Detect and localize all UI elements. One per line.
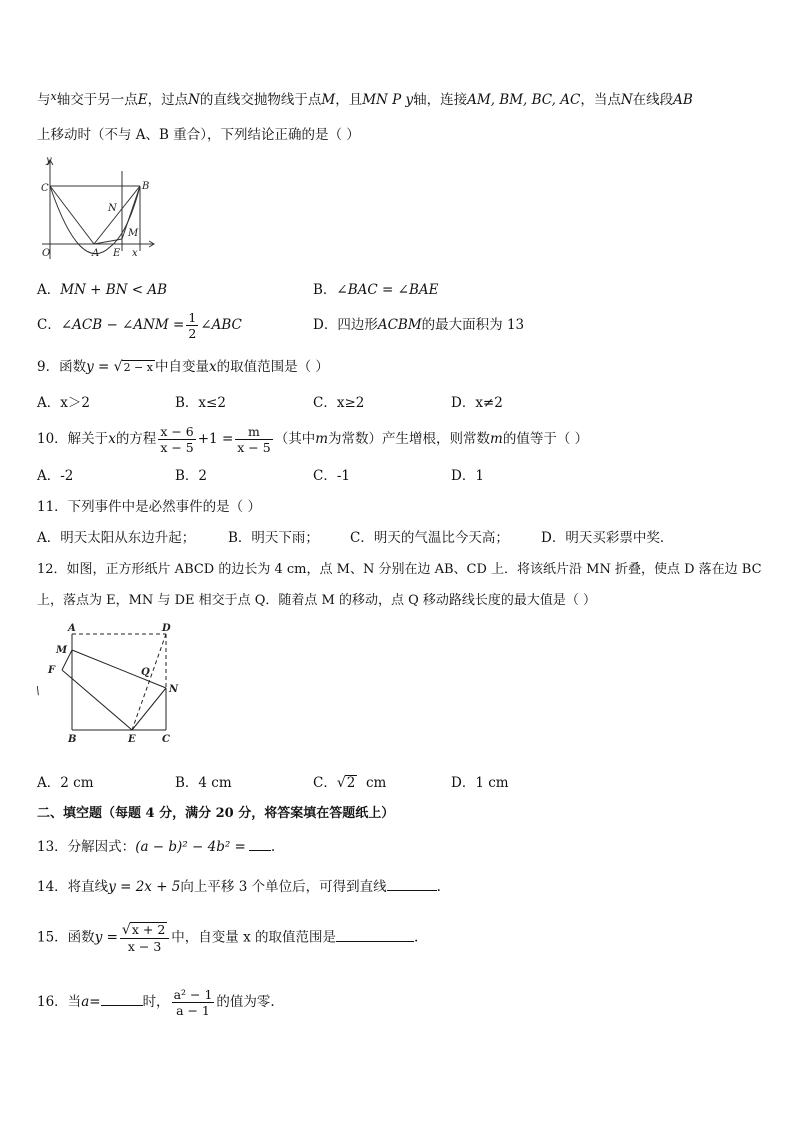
q8-label-b: B <box>142 181 150 192</box>
q11-stem: 11．下列事件中是必然事件的是（ ） <box>37 499 261 515</box>
q12-segment-de <box>132 634 166 730</box>
q14-stem: 14．将直线y = 2x + 5向上平移 3 个单位后，可得到直线 . <box>37 879 441 895</box>
q8-option-c: C．∠ACB − ∠ANM = $\frac{1}{2}$ ∠ABC <box>37 310 242 341</box>
q8-parabola-figure <box>40 155 160 267</box>
q12-label-d: D <box>162 623 171 634</box>
q9-option-b: B．x≤2 <box>175 395 226 411</box>
q12-stray-mark: \ <box>36 684 40 697</box>
q15-stem: 15．函数y = $\frac{√x + 2}{x - 3}$ 中，自变量 x 的取值范围是 . <box>37 922 419 954</box>
q8-stem-line1: 与$^x$轴交于另一点E，过点N的直线交抛物线于点M，且MN P y轴，连接AM, BM, BC, AC，当点N在线段AB <box>37 90 693 108</box>
q8-label-n: N <box>108 203 117 214</box>
q9-option-d: D．x≠2 <box>451 395 503 411</box>
q10-option-c: C．-1 <box>313 468 350 484</box>
q12-square-figure <box>34 620 194 746</box>
q12-stem-line2: 上，落点为 E，MN 与 DE 相交于点 Q．随着点 M 的移动，点 Q 移动路线长度的最大值是（ ） <box>37 593 597 608</box>
q13-answer-blank <box>249 837 271 851</box>
q8-label-o: O <box>42 248 51 259</box>
q9-option-c: C．x≥2 <box>313 395 365 411</box>
q12-option-c: C．√2 cm <box>313 775 387 791</box>
section2-heading: 二、填空题（每题 4 分，满分 20 分，将答案填在答题纸上） <box>37 806 395 821</box>
q12-segment-mn <box>72 650 166 688</box>
q8-label-c: C <box>41 183 49 194</box>
q12-label-q: Q <box>141 667 150 678</box>
q8-label-x: x <box>132 248 138 259</box>
q12-label-c: C <box>162 734 170 745</box>
q11-option-c: C．明天的气温比今天高； <box>350 530 509 546</box>
q12-label-e: E <box>128 734 136 745</box>
q12-stem-line1: 12．如图，正方形纸片 ABCD 的边长为 4 cm，点 M、N 分别在边 AB、CD 上．将该纸片沿 MN 折叠，使点 D 落在边 BC <box>37 562 762 577</box>
q12-option-a: A．2 cm <box>37 775 94 791</box>
q12-label-a: A <box>68 623 76 634</box>
q14-answer-blank <box>387 877 437 891</box>
q8-label-y: y <box>46 155 52 166</box>
q10-option-b: B．2 <box>175 468 208 484</box>
q8-option-a: A．MN + BN < AB <box>37 282 168 298</box>
q9-option-a: A．x＞2 <box>37 395 90 411</box>
q16-answer-blank <box>101 992 143 1006</box>
q9-stem: 9．函数y = √2 − x 中自变量x的取值范围是（ ） <box>37 359 329 375</box>
q11-option-b: B．明天下雨； <box>228 530 319 546</box>
q8-option-d: D．四边形ACBM的最大面积为 13 <box>313 317 525 333</box>
q8-stem-line2: 上移动时（不与 A、B 重合），下列结论正确的是（ ） <box>37 127 360 143</box>
q13-stem: 13．分解因式：(a − b)² − 4b² = . <box>37 839 276 855</box>
q8-option-b: B．∠BAC = ∠BAE <box>313 282 439 298</box>
q11-option-a: A．明天太阳从东边升起； <box>37 530 196 546</box>
q15-answer-blank <box>336 928 414 942</box>
q10-option-a: A．-2 <box>37 468 74 484</box>
q8-label-a: A <box>92 248 100 259</box>
q11-option-d: D．明天买彩票中奖． <box>541 530 674 546</box>
q12-label-n: N <box>169 684 179 695</box>
q8-label-e: E <box>113 248 121 259</box>
q16-stem: 16．当a= 时， $\frac{\text{a² − 1}}{a - 1}$ 的值为零. <box>37 987 275 1018</box>
q12-label-f: F <box>48 665 56 676</box>
q12-label-m: M <box>56 645 68 656</box>
q8-label-m: M <box>128 228 139 239</box>
q10-stem: 10．解关于x的方程 $\frac{x - 6}{x - 5}$ +1 = $\frac{m}{x - 5}$ （其中m为常数）产生增根，则常数m的值等于（ ） <box>37 424 589 455</box>
q12-option-d: D．1 cm <box>451 775 509 791</box>
q10-option-d: D．1 <box>451 468 484 484</box>
q12-label-b: B <box>68 734 77 745</box>
q12-option-b: B．4 cm <box>175 775 232 791</box>
